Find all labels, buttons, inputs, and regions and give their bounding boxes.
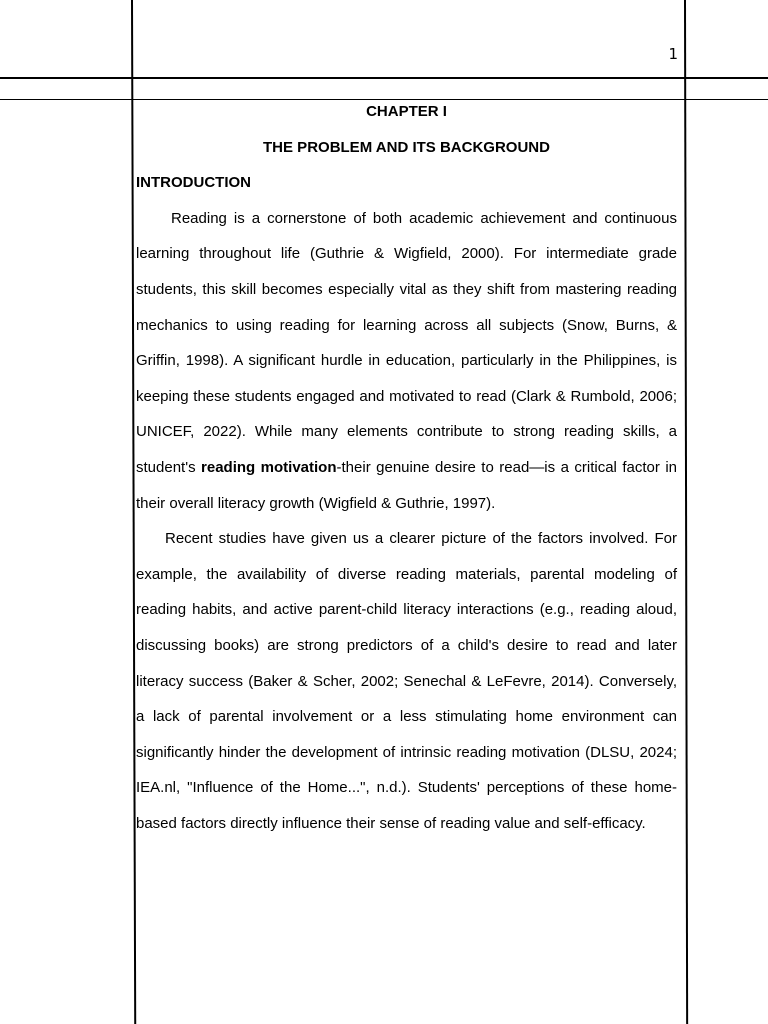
bold-term-reading-motivation: reading motivation — [201, 458, 337, 476]
paragraph-introduction — [136, 201, 677, 521]
paragraph-recent-studies: Recent studies have given us a clearer picture of the factors involved. For example, the availability of diverse reading materials, parental modeling of reading habits, and active parent-child literacy interactions (e.g., reading aloud, discussing books) are strong predictors of a child's desire to read and later literacy success (Baker & Scher, 2002; Senechal & LeFevre, 2014). Conversely, a lack of parental involvement or a less stimulating home environment can significantly hinder the development of intrinsic reading motivation (DLSU, 2024; IEA.nl, "Influence of the Home...", n.d.). Students' perceptions of these home-based factors directly influence their sense of reading value and self-efficacy. — [136, 530, 677, 832]
paragraph-1-text-before: Reading is a cornerstone of both academic achievement and continuous learning throughout life (Guthrie & Wigfield, 2000). For intermediate grade students, this skill becomes especially vital as they shift from mastering reading mechanics to using reading for learning across all subjects (Snow, Burns, & Griffin, 1998). A significant hurdle in education, particularly in the Philippines, is keeping these students engaged and motivated to read (Clark & Rumbold, 2006; UNICEF, 2022). While many elements contribute to strong reading skills, a student's — [136, 209, 677, 476]
section-heading: INTRODUCTION — [136, 174, 251, 192]
document-body — [136, 94, 677, 841]
right-margin-line — [684, 0, 688, 1024]
page-number: 1 — [668, 45, 678, 63]
chapter-subtitle: THE PROBLEM AND ITS BACKGROUND — [263, 138, 550, 156]
chapter-title: CHAPTER I — [366, 103, 447, 120]
paragraph-1-text-after: -their genuine desire to read—is a critical factor in their overall literacy growth (Wigfield & Guthrie, 1997). — [136, 458, 677, 512]
header-rule-top — [0, 77, 768, 79]
